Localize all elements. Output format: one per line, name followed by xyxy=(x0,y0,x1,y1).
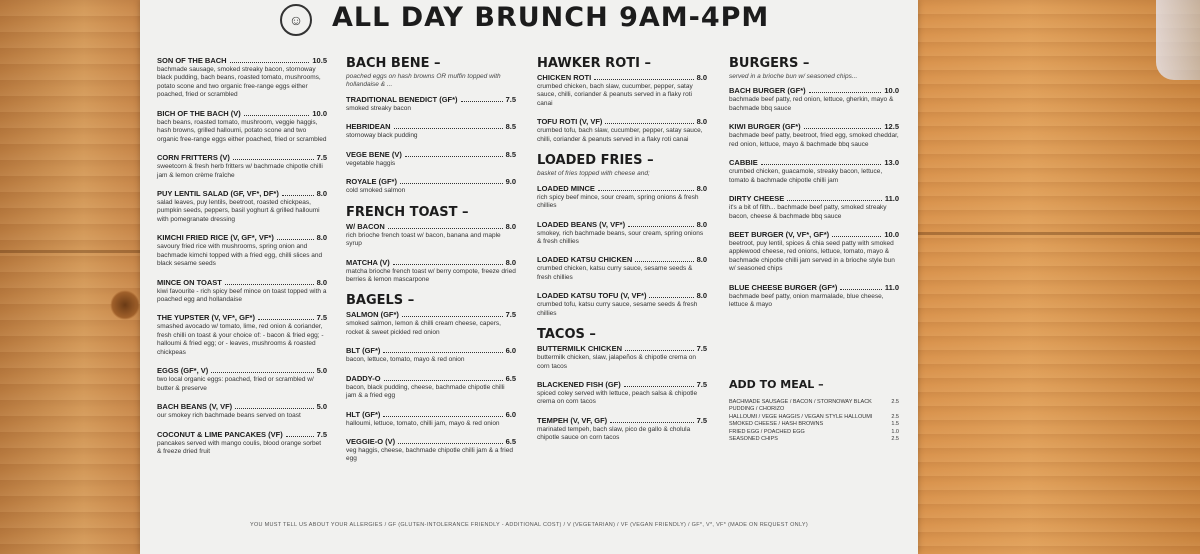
menu-item-description: bachmade beef patty, red onion, lettuce, gherkin, mayo & bachmade bbq sauce xyxy=(729,96,894,112)
menu-section xyxy=(729,56,899,310)
menu-item xyxy=(537,255,707,282)
menu-item-price: 7.5 xyxy=(505,310,516,320)
menu-item xyxy=(537,380,707,407)
menu-item-description: two local organic eggs: poached, fried or scrambled w/ butter & preserve xyxy=(157,376,314,392)
menu-item-price: 10.0 xyxy=(884,229,899,239)
menu-item xyxy=(346,177,516,195)
menu-item-price: 6.5 xyxy=(505,437,516,446)
menu-item-header xyxy=(346,177,516,186)
menu-item xyxy=(346,95,516,113)
dotted-leader xyxy=(394,128,503,129)
menu-item-description: sweetcorn & fresh herb fritters w/ bachmade chipotle chilli jam & lemon crème fraîche xyxy=(157,163,323,179)
section-subtitle: served in a brioche bun w/ seasoned chips... xyxy=(729,73,858,80)
dotted-leader xyxy=(832,236,881,237)
menu-item-description: bacon, black pudding, cheese, bachmade chipotle chilli jam & a fried egg xyxy=(346,383,505,400)
menu-item-price: 7.5 xyxy=(316,429,327,439)
menu-item-header xyxy=(537,73,707,82)
plank-seam-left xyxy=(0,250,140,253)
section-heading: BURGERS – xyxy=(729,56,810,71)
menu-item-price: 6.0 xyxy=(505,346,516,356)
dotted-leader xyxy=(840,289,881,290)
menu-item xyxy=(346,346,516,364)
menu-item-description: crumbed tofu, katsu curry sauce, sesame seeds & fresh chillies xyxy=(537,301,698,317)
section-heading: HAWKER ROTI – xyxy=(537,56,651,71)
menu-section xyxy=(346,293,516,464)
add-on-price: 2.5 xyxy=(891,413,899,420)
menu-item-name: LOADED KATSU CHICKEN xyxy=(537,255,633,265)
menu-item-header xyxy=(157,233,327,242)
dotted-leader xyxy=(230,62,310,63)
menu-item xyxy=(537,291,707,318)
menu-item-header xyxy=(346,150,516,159)
menu-item-name: LOADED KATSU TOFU (V, VF*) xyxy=(537,291,647,301)
bowl-icon: ☺ xyxy=(280,4,312,36)
menu-item xyxy=(729,230,899,274)
menu-item-description: salad leaves, puy lentils, beetroot, roasted chickpeas, pumpkin seeds, peppers, basil yoghurt & grilled halloumi with pomegranate dressing xyxy=(157,198,320,223)
menu-item-description: savoury fried rice with mushrooms, spring onion and bachmade kimchi topped with a fried egg, chilli slices and black sesame seeds xyxy=(157,243,323,268)
menu-item-price: 7.5 xyxy=(316,153,327,163)
dotted-leader xyxy=(235,408,313,409)
menu-item-name: HEBRIDEAN xyxy=(346,122,391,132)
menu-item-name: MATCHA (V) xyxy=(346,257,390,267)
add-on-text: HALLOUMI / VEGE HAGGIS / VEGAN STYLE HALLOUMI xyxy=(729,413,873,420)
menu-item xyxy=(157,109,327,144)
menu-item-header xyxy=(157,402,327,411)
menu-item xyxy=(346,258,516,285)
menu-item-price: 10.5 xyxy=(312,56,327,65)
menu-item xyxy=(729,283,899,310)
menu-item-name: PUY LENTIL SALAD (GF, VF*, DF*) xyxy=(157,188,279,198)
dotted-leader xyxy=(398,443,502,444)
menu-item-header xyxy=(157,56,327,65)
menu-title: ALL DAY BRUNCH 9AM-4PM xyxy=(332,2,770,33)
menu-item xyxy=(537,184,707,211)
dotted-leader xyxy=(461,101,503,102)
menu-item-price: 12.5 xyxy=(884,122,899,132)
dotted-leader xyxy=(233,159,314,160)
menu-item-name: LOADED BEANS (V, VF*) xyxy=(537,219,626,229)
menu-item-description: it's a bit of filth... bachmade beef patty, smoked streaky bacon, cheese & bachmade bbq sauce xyxy=(729,204,887,220)
menu-section xyxy=(157,56,327,456)
dotted-leader xyxy=(625,350,694,351)
menu-item xyxy=(346,410,516,428)
section-heading: BAGELS – xyxy=(346,293,415,309)
menu-item-description: bachmade beef patty, onion marmalade, blue cheese, lettuce & mayo xyxy=(729,292,884,309)
menu-item xyxy=(346,150,516,168)
dotted-leader xyxy=(649,297,693,298)
menu-item-name: CHICKEN ROTI xyxy=(537,73,592,82)
menu-item-name: TOFU ROTI (V, VF) xyxy=(537,117,603,127)
menu-item-header xyxy=(537,184,707,193)
menu-item-description: crumbed chicken, bach slaw, cucumber, pepper, satay sauce, chilli, coriander & peanuts served in a flaky roti canai xyxy=(537,83,693,107)
menu-item-price: 5.0 xyxy=(316,402,327,412)
menu-item xyxy=(157,278,327,305)
dotted-leader xyxy=(244,115,310,116)
dotted-leader xyxy=(400,183,503,184)
menu-item xyxy=(346,222,516,249)
menu-item xyxy=(157,366,327,393)
add-to-meal-heading: ADD TO MEAL – xyxy=(729,378,824,391)
dotted-leader xyxy=(809,92,882,93)
add-on-row xyxy=(729,436,899,443)
menu-item-price: 8.5 xyxy=(505,149,516,159)
menu-item xyxy=(346,122,516,140)
menu-column-1 xyxy=(157,56,327,465)
menu-item-price: 7.5 xyxy=(316,313,327,323)
menu-item-name: TRADITIONAL BENEDICT (GF*) xyxy=(346,94,458,104)
dotted-leader xyxy=(804,128,882,129)
menu-item-header xyxy=(157,278,327,287)
menu-item-description: smashed avocado w/ tomato, lime, red onion & coriander, fresh chilli on toast & your choice of: - bacon & fried egg; - halloumi & fried egg; or - leaves, mushrooms & roasted chickpeas xyxy=(157,323,324,356)
menu-item-name: W/ BACON xyxy=(346,221,385,231)
menu-item-price: 13.0 xyxy=(884,158,899,168)
wood-knot xyxy=(110,290,140,320)
menu-item-price: 8.0 xyxy=(696,73,707,82)
menu-item-price: 11.0 xyxy=(884,282,899,292)
menu-item-header xyxy=(729,122,899,131)
menu-item-header xyxy=(537,380,707,389)
add-on-row xyxy=(729,414,899,421)
menu-item-name: ROYALE (GF*) xyxy=(346,177,397,187)
menu-item-name: BLUE CHEESE BURGER (GF*) xyxy=(729,282,838,292)
menu-item-name: DADDY-O xyxy=(346,373,381,383)
menu-item-price: 7.5 xyxy=(505,94,516,104)
menu-item xyxy=(157,402,327,420)
dotted-leader xyxy=(402,316,503,317)
menu-item-header xyxy=(537,220,707,229)
glass-object xyxy=(1156,0,1200,80)
menu-item xyxy=(537,220,707,247)
menu-item xyxy=(157,56,327,100)
menu-item-description: smoked streaky bacon xyxy=(346,104,412,112)
menu-item-description: marinated tempeh, bach slaw, pico de gallo & cholula chipotle sauce on corn tacos xyxy=(537,425,691,442)
menu-item-header xyxy=(729,283,899,292)
menu-item-header xyxy=(537,291,707,300)
add-on-text: BACHMADE SAUSAGE / BACON / STORNOWAY BLACK PUDDING / CHORIZO xyxy=(729,399,872,413)
menu-item-header xyxy=(537,117,707,126)
menu-item-name: KIMCHI FRIED RICE (V, GF*, VF*) xyxy=(157,233,274,243)
menu-item-header xyxy=(729,230,899,239)
menu-item-name: DIRTY CHEESE xyxy=(729,194,785,204)
menu-item-price: 8.0 xyxy=(505,221,516,231)
menu-section xyxy=(346,205,516,285)
menu-item-name: BLT (GF*) xyxy=(346,346,381,356)
menu-item-name: MINCE ON TOAST xyxy=(157,277,222,287)
dotted-leader xyxy=(761,164,882,165)
menu-item-price: 8.0 xyxy=(696,291,707,301)
menu-item-price: 11.0 xyxy=(884,194,899,204)
menu-item-price: 6.0 xyxy=(505,409,516,419)
menu-item-description: our smokey rich bachmade beans served on toast xyxy=(157,412,301,420)
dotted-leader xyxy=(628,226,693,227)
dotted-leader xyxy=(383,416,502,417)
section-subtitle: basket of fries topped with cheese and; xyxy=(537,170,650,178)
dotted-leader xyxy=(383,352,502,353)
menu-item-description: beetroot, puy lentil, spices & chia seed patty with smoked applewood cheese, red onions, lettuce, tomato, mayo & bachmade chipotle chilli jam served in a brioche style bun w/ seasoned chips xyxy=(729,239,895,273)
menu-item-header xyxy=(537,255,707,264)
menu-section xyxy=(537,153,707,318)
add-on-price: 1.0 xyxy=(891,428,899,435)
menu-item-description: vegetable haggis xyxy=(346,159,396,167)
dotted-leader xyxy=(211,372,313,373)
menu-item-description: crumbed chicken, guacamole, streaky bacon, lettuce, tomato & bachmade chipotle chilli jam xyxy=(729,168,883,184)
menu-item xyxy=(537,416,707,443)
menu-section xyxy=(346,56,516,196)
menu-item-description: matcha brioche french toast w/ berry compote, freeze dried berries & lemon mascarpone xyxy=(346,267,516,283)
menu-item-header xyxy=(157,109,327,118)
menu-item-header xyxy=(346,410,516,419)
menu-item-description: rich spicy beef mince, sour cream, spring onions & fresh chillies xyxy=(537,193,699,210)
menu-item xyxy=(157,430,327,457)
menu-item-name: BUTTERMILK CHICKEN xyxy=(537,344,622,354)
wood-table-left xyxy=(0,0,140,554)
menu-item-header xyxy=(157,313,327,322)
menu-item-name: BACH BURGER (GF*) xyxy=(729,86,806,96)
menu-item-name: BLACKENED FISH (GF) xyxy=(537,380,621,389)
menu-item-description: smoked salmon, lemon & chilli cream cheese, capers, rocket & sweet pickled red onion xyxy=(346,320,501,336)
section-heading: TACOS – xyxy=(537,327,596,343)
menu-item xyxy=(157,313,327,357)
menu-item-price: 8.0 xyxy=(696,117,707,127)
wood-table-right xyxy=(918,0,1200,554)
dotted-leader xyxy=(388,228,503,229)
dotted-leader xyxy=(605,123,693,124)
menu-column-4 xyxy=(729,56,899,319)
menu-item-price: 10.0 xyxy=(884,86,899,96)
menu-item-description: crumbed tofu, bach slaw, cucumber, pepper, satay sauce, chilli, coriander & peanuts served in a flaky roti canai xyxy=(537,127,703,143)
add-on-price: 2.5 xyxy=(891,399,899,405)
menu-item-name: SON OF THE BACH xyxy=(157,56,227,65)
menu-item-header xyxy=(346,310,516,319)
menu-item-description: rich brioche french toast w/ bacon, banana and maple syrup xyxy=(346,231,501,248)
menu-item-name: LOADED MINCE xyxy=(537,183,595,193)
menu-item-name: BACH BEANS (V, VF) xyxy=(157,402,233,412)
menu-item xyxy=(729,158,899,185)
menu-item-price: 8.0 xyxy=(696,255,707,265)
dotted-leader xyxy=(225,284,314,285)
menu-item-header xyxy=(729,158,899,167)
menu-item-header xyxy=(157,430,327,439)
menu-item xyxy=(346,374,516,401)
dotted-leader xyxy=(635,261,693,262)
add-on-price: 2.5 xyxy=(891,436,899,443)
menu-item-description: veg haggis, cheese, bachmade chipotle chilli jam & a fried egg xyxy=(346,447,513,463)
menu-item-header xyxy=(346,346,516,355)
menu-item xyxy=(729,122,899,149)
menu-item-description: crumbed chicken, katsu curry sauce, sesame seeds & fresh chillies xyxy=(537,265,693,281)
menu-item xyxy=(537,344,707,371)
menu-item-header xyxy=(346,437,516,446)
menu-item-name: EGGS (GF*, V) xyxy=(157,366,209,376)
dotted-leader xyxy=(787,200,882,201)
menu-item-description: halloumi, lettuce, tomato, chilli jam, mayo & red onion xyxy=(346,419,500,427)
menu-item-name: KIWI BURGER (GF*) xyxy=(729,122,801,132)
menu-item-name: HLT (GF*) xyxy=(346,409,381,419)
menu-item-name: BEET BURGER (V, VF*, GF*) xyxy=(729,229,830,239)
menu-item xyxy=(729,194,899,221)
menu-item-header xyxy=(346,222,516,231)
menu-item-description: spiced coley served with lettuce, peach salsa & chipotle crema on corn tacos xyxy=(537,390,698,406)
menu-item xyxy=(729,86,899,113)
dotted-leader xyxy=(286,436,314,437)
menu-item-price: 8.0 xyxy=(316,188,327,198)
dotted-leader xyxy=(277,239,314,240)
menu-item-name: VEGE BENE (V) xyxy=(346,149,402,159)
dotted-leader xyxy=(384,380,503,381)
menu-item-description: stornoway black pudding xyxy=(346,132,418,140)
menu-item xyxy=(537,117,707,144)
menu-item-price: 9.0 xyxy=(505,177,516,187)
menu-item-name: COCONUT & LIME PANCAKES (VF) xyxy=(157,429,283,439)
menu-item-header xyxy=(729,194,899,203)
menu-item-description: pancakes served with mango coulis, blood orange sorbet & freeze dried fruit xyxy=(157,439,322,455)
menu-item-price: 5.0 xyxy=(316,366,327,376)
dotted-leader xyxy=(405,156,503,157)
dotted-leader xyxy=(258,319,314,320)
dotted-leader xyxy=(594,79,693,80)
menu-item xyxy=(537,73,707,108)
menu-item-header xyxy=(157,153,327,162)
menu-item xyxy=(346,310,516,337)
add-on-text: SMOKED CHEESE / HASH BROWNS xyxy=(729,421,824,428)
section-heading: LOADED FRIES – xyxy=(537,153,654,169)
menu-item-name: SALMON (GF*) xyxy=(346,310,399,320)
menu-paper xyxy=(140,0,918,554)
add-on-row xyxy=(729,429,899,436)
menu-item-price: 7.5 xyxy=(696,415,707,425)
dotted-leader xyxy=(610,422,693,423)
menu-section xyxy=(537,56,707,144)
dotted-leader xyxy=(624,386,694,387)
menu-item-description: kiwi favourite - rich spicy beef mince on toast topped with a poached egg and hollandaise xyxy=(157,287,327,303)
plank-seam-right xyxy=(918,232,1200,235)
menu-item-price: 8.0 xyxy=(505,257,516,267)
menu-item-price: 8.5 xyxy=(505,122,516,132)
menu-item-header xyxy=(157,366,327,375)
menu-item-price: 10.0 xyxy=(312,108,327,118)
menu-item-header xyxy=(537,344,707,353)
menu-item-description: bacon, lettuce, tomato, mayo & red onion xyxy=(346,356,465,364)
menu-column-2 xyxy=(346,56,516,473)
menu-section xyxy=(537,327,707,443)
menu-column-3 xyxy=(537,56,707,452)
add-on-price: 1.5 xyxy=(891,421,899,428)
menu-item-header xyxy=(537,416,707,425)
menu-item-price: 8.0 xyxy=(316,233,327,243)
menu-item-price: 7.5 xyxy=(696,344,707,354)
menu-item-header xyxy=(157,189,327,198)
section-subtitle: poached eggs on hash browns OR muffin topped with hollandaise & ... xyxy=(346,73,501,89)
dotted-leader xyxy=(393,264,503,265)
add-to-meal xyxy=(729,378,899,444)
menu-item-header xyxy=(346,258,516,267)
dotted-leader xyxy=(282,195,314,196)
menu-item-description: smokey, rich bachmade beans, sour cream, spring onions & fresh chillies xyxy=(537,229,704,245)
menu-item-description: bach beans, roasted tomato, mushroom, veggie haggis, hash browns, grilled halloumi, potato scone and two organic free-range eggs either poached, fried or scrambled xyxy=(157,118,327,143)
menu-item-header xyxy=(729,86,899,95)
menu-item xyxy=(157,233,327,268)
menu-item-header xyxy=(346,374,516,383)
menu-item-name: CABBIE xyxy=(729,158,758,168)
section-heading: FRENCH TOAST – xyxy=(346,204,469,220)
menu-item-description: buttermilk chicken, slaw, jalapeños & chipotle crema on corn tacos xyxy=(537,354,696,370)
menu-item-header xyxy=(346,122,516,131)
allergy-footer: YOU MUST TELL US ABOUT YOUR ALLERGIES / GF (GLUTEN-INTOLERANCE FRIENDLY - ADDITIONAL COST) / V (VEGETARIAN) / VF (VEGAN FRIENDLY) / GF*, V*, VF* (MADE ON REQUEST ONLY) xyxy=(249,522,809,528)
menu-item-price: 8.0 xyxy=(316,277,327,287)
menu-item xyxy=(157,189,327,224)
dotted-leader xyxy=(598,190,694,191)
menu-item-description: bachmade beef patty, beetroot, fried egg, smoked cheddar, red onion, lettuce, mayo & bachmade bbq sauce xyxy=(729,132,899,148)
menu-item-name: CORN FRITTERS (V) xyxy=(157,153,230,163)
menu-item-name: BICH OF THE BACH (V) xyxy=(157,108,241,118)
menu-item-price: 7.5 xyxy=(696,380,707,389)
add-on-text: SEASONED CHIPS xyxy=(729,436,778,443)
menu-item xyxy=(157,153,327,180)
section-heading: BACH BENE – xyxy=(346,56,441,71)
add-on-row xyxy=(729,421,899,428)
menu-item xyxy=(346,437,516,464)
menu-item-name: THE YUPSTER (V, VF*, GF*) xyxy=(157,313,255,323)
menu-item-name: VEGGIE-O (V) xyxy=(346,437,396,446)
menu-item-header xyxy=(346,95,516,104)
menu-item-price: 8.0 xyxy=(696,183,707,193)
menu-item-name: TEMPEH (V, VF, GF) xyxy=(537,415,608,425)
add-on-row xyxy=(729,399,899,414)
menu-item-price: 8.0 xyxy=(696,219,707,229)
menu-item-description: bachmade sausage, smoked streaky bacon, stornoway black pudding, bach beans, roasted tomato, mushrooms, potato scone and two organic free-range eggs either poached, fried or scrambled xyxy=(157,66,321,99)
menu-item-description: cold smoked salmon xyxy=(346,187,406,195)
add-on-text: FRIED EGG / POACHED EGG xyxy=(729,428,805,435)
menu-item-price: 6.5 xyxy=(505,373,516,383)
